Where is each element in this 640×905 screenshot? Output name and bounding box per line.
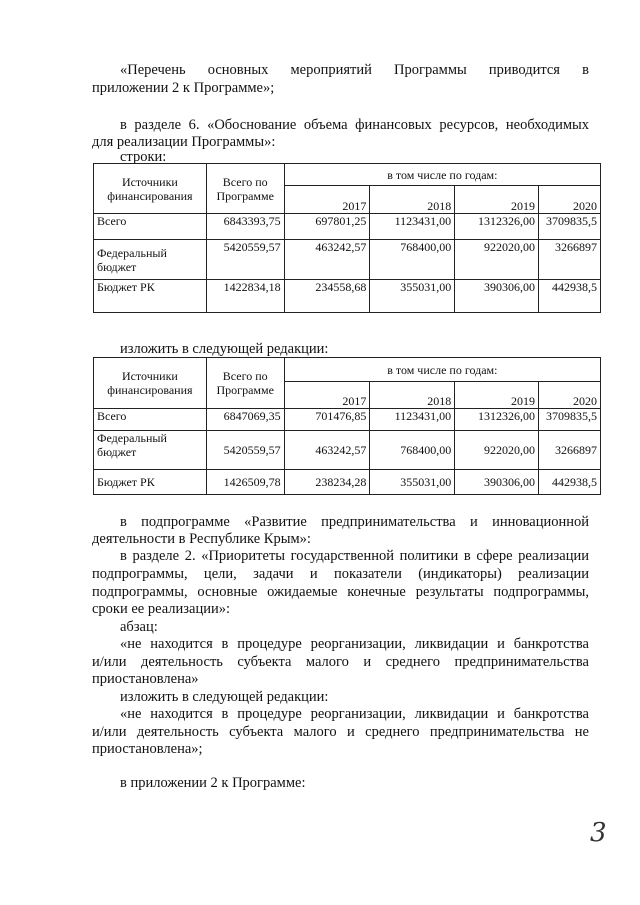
intro-word: Программы [394, 62, 467, 78]
old-text-line-1: «не находится в процедуре реорганизации, ликвидации и банкротства [120, 636, 589, 652]
row-total: 6843393,75 [206, 214, 284, 240]
section2-line-4: сроки ее реализации»: [92, 601, 231, 617]
row-total: 6847069,35 [206, 409, 284, 431]
subprogram-line-2: деятельности в Республике Крым»: [92, 531, 311, 547]
row-total: 5420559,57 [206, 240, 284, 280]
section6-line-2: для реализации Программы»: [92, 134, 276, 150]
row-2018: 1123431,00 [370, 214, 455, 240]
intro-word: приводится [488, 62, 560, 78]
state-next-edition: изложить в следующей редакции: [120, 341, 329, 357]
row-2019: 390306,00 [455, 470, 539, 495]
row-name: Федеральный бюджет [94, 431, 207, 470]
paragraph-label: абзац: [120, 619, 158, 635]
intro-word: в [582, 62, 589, 78]
row-2020: 442938,5 [539, 280, 601, 313]
row-2020: 3266897 [539, 431, 601, 470]
old-text-line-2: и/или деятельность субъекта малого и среднего предпринимательства [92, 654, 589, 670]
row-name: Федеральный бюджет [94, 240, 207, 280]
header-year: 2019 [455, 382, 539, 409]
page-number: 3 [590, 818, 607, 848]
header-year: 2017 [284, 186, 370, 214]
row-name: Бюджет РК [94, 470, 207, 495]
row-2018: 355031,00 [370, 470, 455, 495]
row-2018: 1123431,00 [370, 409, 455, 431]
header-year: 2020 [539, 382, 601, 409]
header-total: Всего по Программе [206, 164, 284, 214]
header-sources: Источники финансирования [94, 358, 207, 409]
row-2019: 1312326,00 [455, 214, 539, 240]
intro-line-2: приложении 2 к Программе»; [92, 80, 275, 96]
header-year: 2019 [455, 186, 539, 214]
row-2018: 355031,00 [370, 280, 455, 313]
row-total: 5420559,57 [206, 431, 284, 470]
row-2017: 697801,25 [284, 214, 370, 240]
intro-line-1 [120, 62, 589, 79]
row-2020: 3709835,5 [539, 409, 601, 431]
header-by-years: в том числе по годам: [284, 164, 600, 186]
row-2017: 701476,85 [284, 409, 370, 431]
new-text-line-3: приостановлена»; [92, 741, 203, 757]
section2-line-1: в разделе 2. «Приоритеты государственной политики в сфере реализации [120, 548, 589, 564]
header-year: 2017 [284, 382, 370, 409]
table-row [94, 431, 601, 470]
row-2019: 1312326,00 [455, 409, 539, 431]
row-2020: 442938,5 [539, 470, 601, 495]
intro-word: основных [207, 62, 269, 78]
next-edition-label: изложить в следующей редакции: [120, 689, 329, 705]
new-text-line-2: и/или деятельность субъекта малого и среднего предпринимательства не [92, 724, 589, 740]
row-2020: 3709835,5 [539, 214, 601, 240]
table-row [94, 240, 601, 280]
table-row [94, 409, 601, 431]
rows-label: строки: [120, 149, 167, 165]
section2-line-3: подпрограммы, основные ожидаемые конечные результаты подпрограммы, [92, 584, 589, 600]
row-total: 1422834,18 [206, 280, 284, 313]
old-text-line-3: приостановлена» [92, 671, 199, 687]
section6-line-1: в разделе 6. «Обоснование объема финансовых ресурсов, необходимых [120, 117, 589, 133]
row-name: Всего [94, 214, 207, 240]
header-year: 2018 [370, 186, 455, 214]
intro-word: мероприятий [290, 62, 372, 78]
header-sources: Источники финансирования [94, 164, 207, 214]
intro-word: «Перечень [120, 62, 186, 78]
header-year: 2020 [539, 186, 601, 214]
new-text-line-1: «не находится в процедуре реорганизации, ликвидации и банкротства [120, 706, 589, 722]
row-2017: 238234,28 [284, 470, 370, 495]
row-2019: 922020,00 [455, 240, 539, 280]
subprogram-line-1: в подпрограмме «Развитие предпринимательства и инновационной [120, 514, 589, 530]
table-row [94, 280, 601, 313]
row-2018: 768400,00 [370, 240, 455, 280]
table-row [94, 214, 601, 240]
header-by-years: в том числе по годам: [284, 358, 600, 382]
row-total: 1426509,78 [206, 470, 284, 495]
row-2017: 234558,68 [284, 280, 370, 313]
row-2019: 390306,00 [455, 280, 539, 313]
header-year: 2018 [370, 382, 455, 409]
row-name: Бюджет РК [94, 280, 207, 313]
appendix-line: в приложении 2 к Программе: [120, 775, 306, 791]
row-2018: 768400,00 [370, 431, 455, 470]
header-total: Всего по Программе [206, 358, 284, 409]
row-2020: 3266897 [539, 240, 601, 280]
section2-line-2: подпрограммы, цели, задачи и показатели (индикаторы) реализации [92, 566, 589, 582]
row-name: Всего [94, 409, 207, 431]
table-row [94, 470, 601, 495]
row-2019: 922020,00 [455, 431, 539, 470]
row-2017: 463242,57 [284, 431, 370, 470]
financing-table-new [93, 357, 601, 495]
financing-table-old [93, 163, 601, 313]
row-2017: 463242,57 [284, 240, 370, 280]
